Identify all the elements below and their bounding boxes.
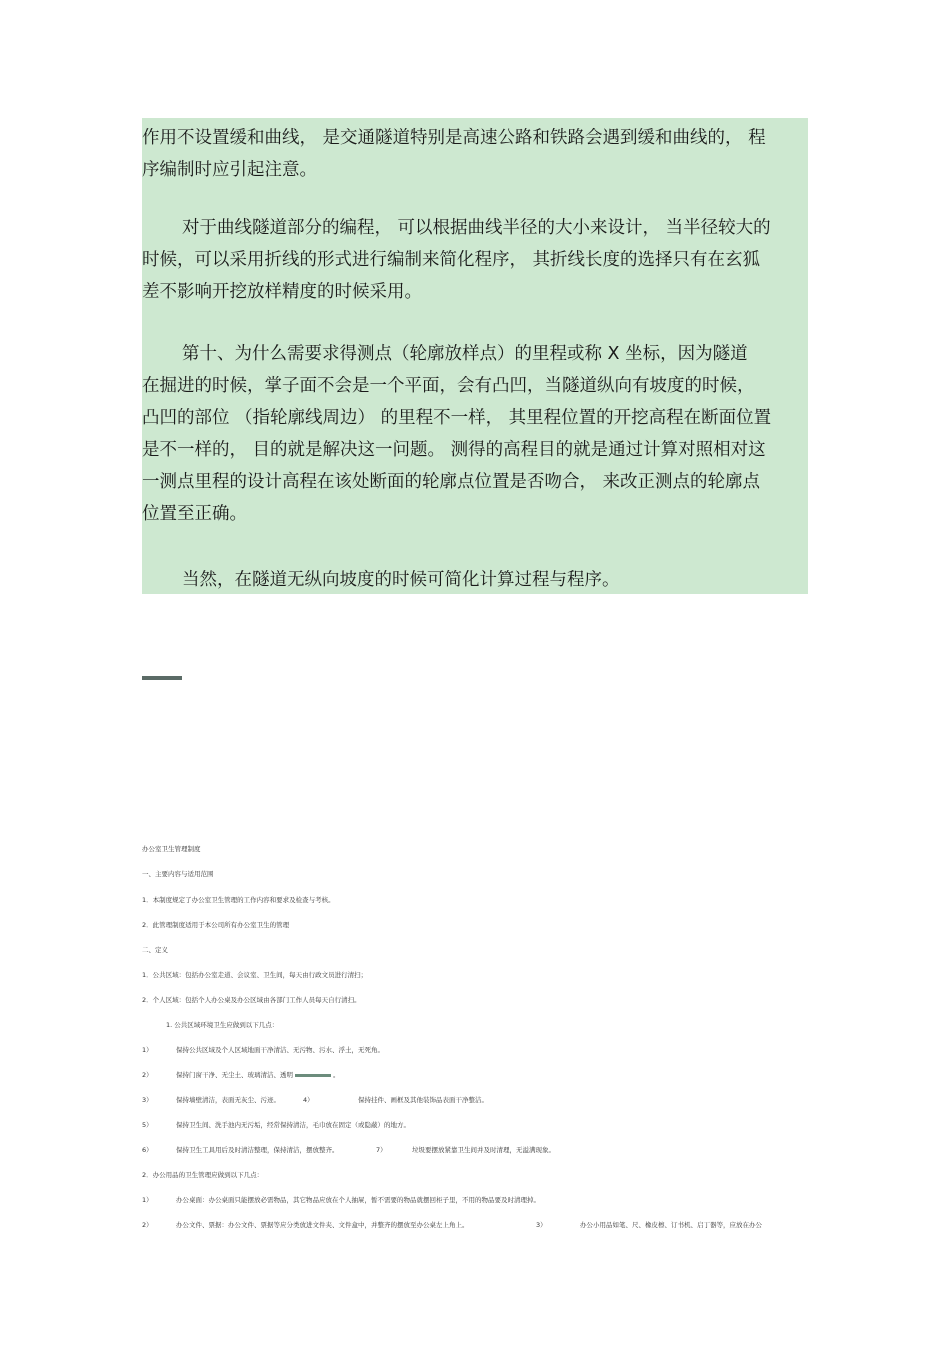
text-line: 当然，在隧道无纵向坡度的时候可简化计算过程与程序。	[182, 570, 620, 590]
paragraph-2	[142, 212, 808, 308]
text-line: 在掘进的时候，掌子面不会是一个平面，会有凸凹，当隧道纵向有坡度的时候，	[142, 376, 755, 396]
item-number: 2）	[142, 1221, 153, 1229]
list-item: 保持挂件、画框及其他装饰品表面干净整洁。	[358, 1096, 488, 1104]
section-heading: 二、定义	[142, 946, 168, 954]
list-item: 2．个人区域：包括个人办公桌及办公区域由各部门工作人员每天自行清扫。	[142, 996, 361, 1004]
paragraph-1	[142, 122, 808, 186]
subsection-heading: 2．办公用品的卫生管理应做到以下几点：	[142, 1171, 264, 1179]
list-item: 办公桌面：办公桌面只能摆放必需物品，其它物品应放在个人抽屉，暂不需要的物品就摆回柜子里，不用的物品要及时清理掉。	[176, 1196, 540, 1204]
text-line: 作用不设置缓和曲线， 是交通隧道特别是高速公路和铁路会遇到缓和曲线的， 程	[142, 128, 766, 148]
item-number: 4）	[303, 1096, 314, 1104]
text-line: 对于曲线隧道部分的编程， 可以根据曲线半径的大小来设计， 当半径较大的	[182, 218, 771, 238]
list-item: 垃圾要摆放紧靠卫生间并及时清理，无溢满现象。	[412, 1146, 555, 1154]
section-heading: 一、主要内容与适用范围	[142, 870, 214, 878]
paragraph-3	[142, 338, 808, 530]
text-line: 序编制时应引起注意。	[142, 160, 317, 180]
text-line: 位置至正确。	[142, 504, 247, 524]
item-number: 7）	[376, 1146, 387, 1154]
list-item: 1．本制度规定了办公室卫生管理的工作内容和要求及检查与考核。	[142, 896, 335, 904]
item-number: 6）	[142, 1146, 153, 1154]
list-item	[176, 1071, 340, 1080]
item-number: 2）	[142, 1071, 153, 1079]
office-doc-title: 办公室卫生管理制度	[142, 845, 201, 853]
text-line: 是不一样的， 目的就是解决这一问题。 测得的高程目的就是通过计算对照相对这	[142, 440, 766, 460]
text-line: 一测点里程的设计高程在该处断面的轮廓点位置是否吻合， 来改正测点的轮廓点	[142, 472, 761, 492]
list-item: 2．此管理制度适用于本公司所有办公室卫生的管理	[142, 921, 290, 929]
list-item: 1．公共区域：包括办公室走道、会议室、卫生间，每天由行政文员进行清扫；	[142, 971, 368, 979]
item-number: 5）	[142, 1121, 153, 1129]
list-item: 保持卫生工具用后及时清洁整理，保持清洁，摆放整齐。	[176, 1146, 339, 1154]
item-number: 1）	[142, 1046, 153, 1054]
redaction-mark	[295, 1074, 331, 1077]
list-item-end: 。	[333, 1071, 340, 1079]
text-line: 时候，可以采用折线的形式进行编制来简化程序， 其折线长度的选择只有在玄狐	[142, 250, 761, 270]
item-number: 1）	[142, 1196, 153, 1204]
list-item: 办公小用品如笔、尺、橡皮檫、订书机、启丁器等，应放在办公	[580, 1221, 762, 1229]
text-line: 第十、为什么需要求得测点（轮廓放样点）的里程或称 X 坐标，因为隧道	[182, 344, 748, 364]
list-item: 保持墙壁清洁，表面无灰尘、污迹。	[176, 1096, 280, 1104]
item-number: 3）	[142, 1096, 153, 1104]
item-number: 3）	[536, 1221, 547, 1229]
list-item: 保持公共区域及个人区域地面干净清洁、无污物、污水、浮土，无死角。	[176, 1046, 384, 1054]
section-divider	[142, 676, 182, 680]
paragraph-4	[142, 564, 808, 596]
list-item-text: 保持门窗干净、无尘土、玻璃清洁、透明	[176, 1071, 293, 1079]
subsection-heading: 1. 公共区域环境卫生应做到以下几点：	[166, 1021, 279, 1029]
list-item: 办公文件、票据：办公文件、票据等应分类放进文件夹、文件盒中，并整齐的摆放至办公桌左上角上。	[176, 1221, 469, 1229]
text-line: 凸凹的部位 （指轮廓线周边） 的里程不一样， 其里程位置的开挖高程在断面位置	[142, 408, 772, 428]
list-item: 保持卫生间、洗手池内无污垢，经常保持清洁，毛巾放在固定（或隐蔽）的地方。	[176, 1121, 410, 1129]
text-line: 差不影响开挖放样精度的时候采用。	[142, 282, 422, 302]
